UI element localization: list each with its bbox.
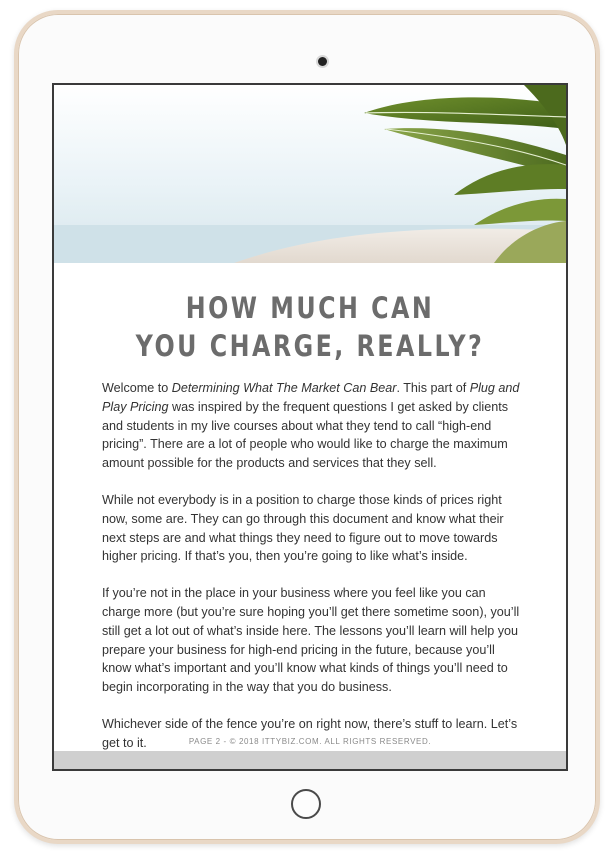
paragraph-1-italic-title: Determining What The Market Can Bear bbox=[171, 381, 397, 395]
paragraph-1-text-a: Welcome to bbox=[102, 381, 172, 395]
page-footer: PAGE 2 - © 2018 ITTYBIZ.COM. ALL RIGHTS RESERVED. bbox=[188, 737, 432, 746]
palm-leaves-illustration bbox=[54, 85, 566, 263]
title-line-2: YOU CHARGE, REALLY? bbox=[135, 329, 485, 363]
paragraph-2: While not everybody is in a position to charge those kinds of prices right now, some are. They can go through this document and know what their next steps are and what things they need to figure out to move towards higher pricing. If that’s you, then you’re going to like what’s inside. bbox=[102, 492, 504, 564]
tablet-screen bbox=[52, 83, 568, 771]
document-body bbox=[102, 379, 526, 753]
paragraph-1-text-c: . This part of bbox=[396, 381, 470, 395]
paragraph-1-italic-product: Plug and Play Pricing bbox=[102, 381, 520, 414]
paragraph-1 bbox=[102, 379, 526, 473]
page-title bbox=[100, 289, 520, 365]
footer-bar bbox=[54, 751, 566, 769]
camera-icon bbox=[318, 57, 327, 66]
home-button[interactable] bbox=[291, 789, 321, 819]
title-line-1: HOW MUCH CAN bbox=[185, 291, 435, 325]
paragraph-3: If you’re not in the place in your business where you feel like you can charge more (but you’re sure hoping you’ll get there sometime soon), you’ll still get a lot out of what’s inside here. The lessons you’ll learn will help you prepare your business for high-end pricing in the future, because you’ll know what’s important and you’ll know what kinds of things you’ll need to begin incorporating in the way that you do business. bbox=[102, 586, 520, 695]
hero-image bbox=[54, 85, 566, 263]
paragraph-1-text-e: was inspired by the frequent questions I get asked by clients and students in my live courses about what they tend to call “high-end pricing”. There are a lot of people who would like to charge the maximum amount possible for the products and services that they sell. bbox=[102, 399, 509, 471]
paragraph-4: Whichever side of the fence you’re on right now, there’s stuff to learn. Let’s get to it. bbox=[102, 716, 518, 750]
